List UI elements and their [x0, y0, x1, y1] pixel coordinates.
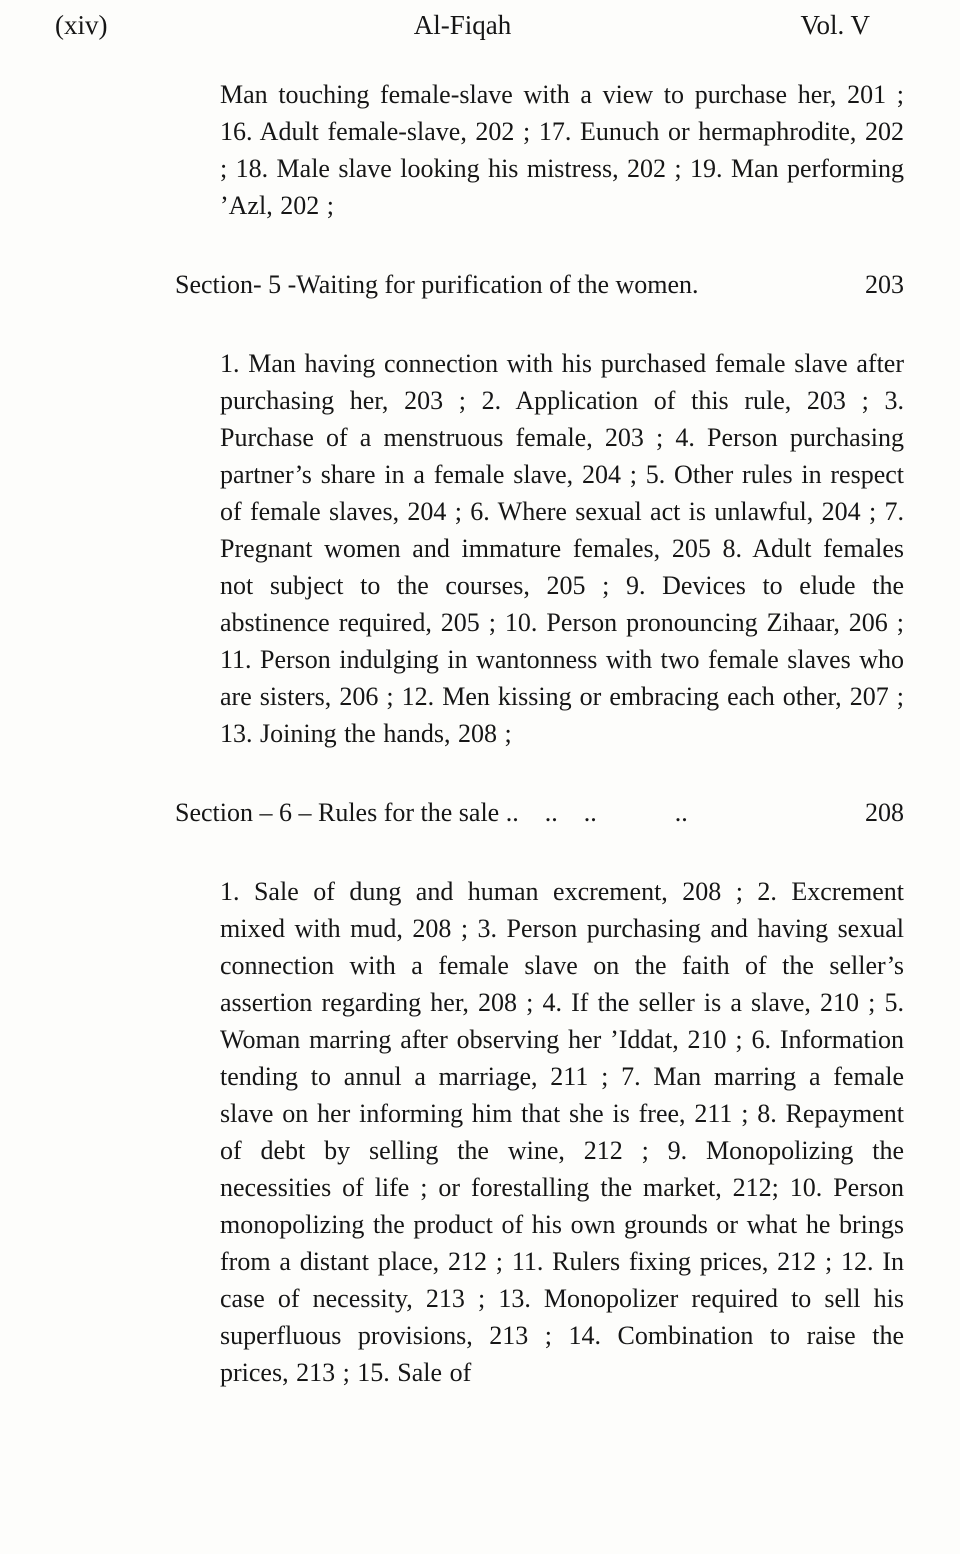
page-title: Al-Fiqah [413, 10, 512, 40]
section-heading [175, 794, 904, 831]
section-title: Section – 6 – Rules for the sale .. .. .. .. [175, 798, 688, 827]
section-heading [175, 266, 904, 303]
document-body [0, 76, 960, 1391]
section-page-number: 208 [865, 798, 904, 827]
toc-paragraph: Man touching female-slave with a view to purchase her, 201 ; 16. Adult female-slave, 202 ; 17. Eunuch or hermaphrodite, 202 ; 18. Male slave looking his mistress, 202 ; 19. Man performing ’Azl, 202 ; [220, 80, 904, 220]
page-header [0, 8, 960, 42]
page-number: (xiv) [55, 10, 108, 40]
section-title: Section- 5 -Waiting for purification of the women. [175, 270, 699, 299]
section-page-number: 203 [865, 270, 904, 299]
volume-label: Vol. V [800, 10, 870, 40]
toc-paragraph: 1. Man having connection with his purchased female slave after purchasing her, 203 ; 2. Application of this rule, 203 ; 3. Purchase of a menstruous female, 203 ; 4. Person purchasing partner’s share in a female slave, 204 ; 5. Other rules in respect of female slaves, 204 ; 6. Where sexual act is unlawful, 204 ; 7. Pregnant women and immature females, 205 8. Adult females not subject to the courses, 205 ; 9. Devices to elude the abstinence required, 205 ; 10. Person pronouncing Zihaar, 206 ; 11. Person indulging in wantonness with two female slaves who are sisters, 206 ; 12. Men kissing or embracing each other, 207 ; 13. Joining the hands, 208 ; [220, 349, 904, 748]
toc-paragraph: 1. Sale of dung and human excrement, 208 ; 2. Excrement mixed with mud, 208 ; 3. Person purchasing and having sexual connection with a female slave on the faith of the seller’s assertion regarding her, 208 ; 4. If the seller is a slave, 210 ; 5. Woman marring after observing her ’Iddat, 210 ; 6. Information tending to annul a marriage, 211 ; 7. Man marring a female slave on her informing him that she is free, 211 ; 8. Repayment of debt by selling the wine, 212 ; 9. Monopolizing the necessities of life ; or forestalling the market, 212; 10. Person monopolizing the product of his own grounds or what he brings from a distant place, 212 ; 11. Rulers fixing prices, 212 ; 12. In case of necessity, 213 ; 13. Monopolizer required to sell his superfluous provisions, 213 ; 14. Combination to raise the prices, 213 ; 15. Sale of [220, 877, 904, 1387]
